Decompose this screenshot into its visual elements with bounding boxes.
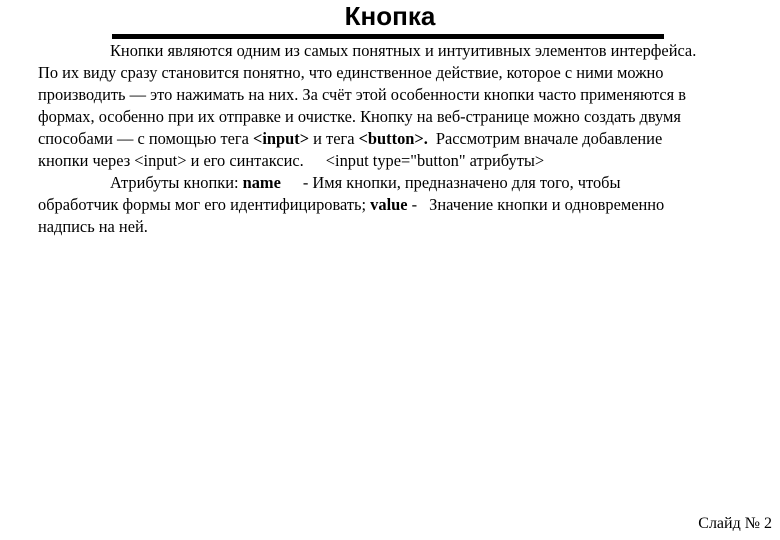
body-text-7a: Атрибуты кнопки: [110,173,243,192]
body-text-3: производить — это нажимать на них. За счёт этой особенности кнопки часто применяются в [38,85,687,104]
body-line-2 [38,62,758,84]
body-text-2: По их виду сразу становится понятно, что единственное действие, которое с ними можно [38,63,664,82]
body-text-8d: Значение кнопки и одновременно [429,195,665,214]
body-line-5 [38,128,758,150]
slide-body [38,40,758,238]
slide-title: Кнопка [344,1,436,31]
body-line-1 [38,40,758,62]
syntax-example: <input type="button" атрибуты> [325,151,545,170]
button-tag-bold: <button>. [358,129,428,148]
body-line-8 [38,194,758,216]
body-text-6a: кнопки через <input> и его синтаксис. [38,151,304,170]
body-line-4 [38,106,758,128]
body-text-4: формах, особенно при их отправке и очистке. Кнопку на веб-странице можно создать двумя [38,107,681,126]
body-line-9 [38,216,758,238]
body-text-8c: - [407,195,422,214]
body-line-7 [38,172,758,194]
attr-name-bold: name [242,173,281,192]
body-line-3 [38,84,758,106]
body-text-7c: - Имя кнопки, предназначено для того, чтобы [302,173,621,192]
attr-value-bold: value [370,195,408,214]
input-tag-bold: <input> [253,129,310,148]
body-text-8a: обработчик формы мог его идентифицировать; [38,195,371,214]
body-text-9: надпись на ней. [38,217,148,236]
body-text-1: Кнопки являются одним из самых понятных и интуитивных элементов интерфейса. [110,41,697,60]
body-text-5a: способами — с помощью тега [38,129,254,148]
body-line-6 [38,150,758,172]
body-text-5e: Рассмотрим вначале добавление [435,129,663,148]
title-underline [112,34,664,39]
slide-number: Слайд № 2 [698,515,772,532]
body-text-5c: и тега [309,129,359,148]
